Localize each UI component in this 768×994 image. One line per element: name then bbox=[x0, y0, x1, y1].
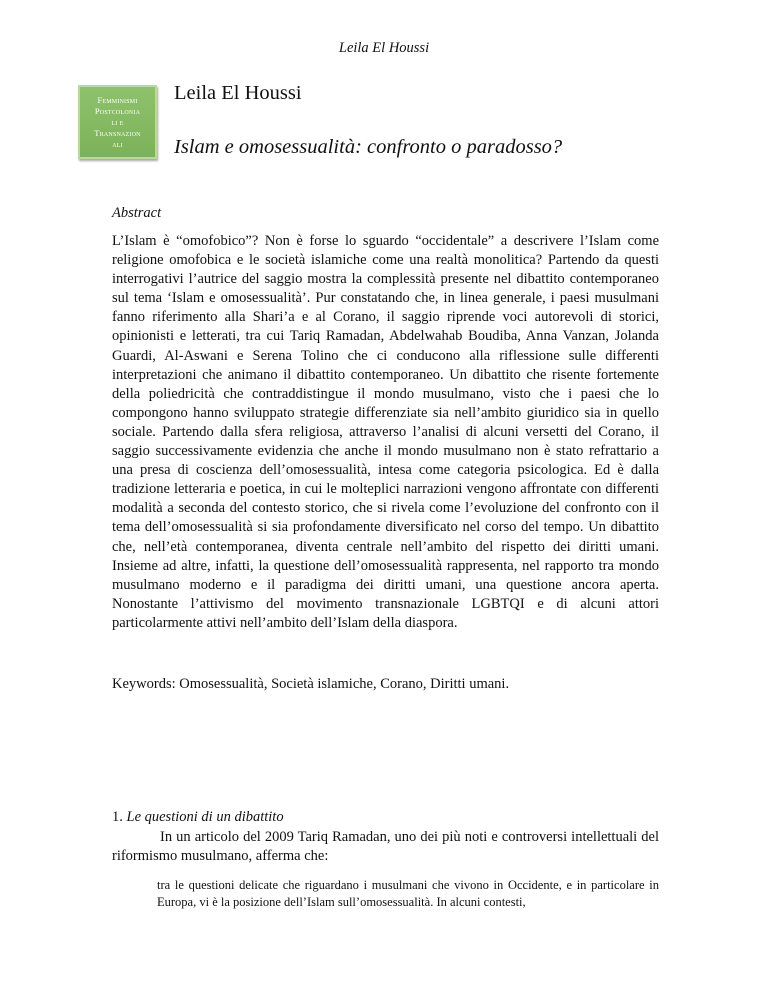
keywords: Keywords: Omosessualità, Società islamiche, Corano, Diritti umani. bbox=[112, 676, 510, 692]
section-number: 1. bbox=[112, 809, 127, 825]
badge-line: Transnazion bbox=[94, 127, 141, 138]
section-title: Le questioni di un dibattito bbox=[126, 809, 284, 825]
author-name: Leila El Houssi bbox=[174, 82, 302, 104]
badge-line: ali bbox=[112, 138, 123, 149]
abstract-heading: Abstract bbox=[112, 205, 162, 221]
paper-title: Islam e omosessualità: confronto o paradosso? bbox=[174, 136, 563, 158]
abstract-text: L’Islam è “omofobico”? Non è forse lo sguardo “occidentale” a descrivere l’Islam come religione omofobica e le società islamiche come una realtà monolitica? Partendo da questi interrogativi l’autrice del saggio mostra la complessità presente nel dibattito contemporaneo sul tema ‘Islam e omosessualità’. Pur constatando che, in linea generale, i paesi musulmani fanno riferimento alla Shari’a e al Corano, il saggio riprende voci autorevoli di storici, opinionisti e letterati, tra cui Tariq Ramadan, Abdelwahab Boudiba, Anna Vanzan, Jolanda Guardi, Al-Aswani e Serena Tolino che ci conducono alla riflessione sulle differenti interpretazioni che animano il dibattito contemporaneo. Un dibattito che risente fortemente della poliedricità che contraddistingue il mondo musulmano, visto che i paesi che lo compongono hanno sviluppato strategie differenziate sia nell’ambito giuridico sia in quello sociale. Partendo dalla sfera religiosa, attraverso l’analisi di alcuni versetti del Corano, il saggio successivamente evidenzia che anche il mondo musulmano non è stato refrattario a una presa di coscienza dell’omosessualità, intesa come categoria psicologica. Ed è dalla tradizione letteraria e poetica, in cui le molteplici narrazioni vengono affrontate con differenti modalità a seconda del contesto storico, che si rivela come l’evoluzione del confronto con il tema dell’omosessualità si sia profondamente diversificato nel corso del tempo. Un dibattito che, nell’età contemporanea, diventa centrale nell’ambito del rispetto dei diritti umani. Insieme ad altre, infatti, la questione dell’omosessualità rappresenta, nel rapporto tra mondo musulmano moderno e il paradigma dei diritti umani, una questione ancora aperta. Nonostante l’attivismo del movimento transnazionale LGBTQI e di alcuni attori particolarmente attivi nell’ambito dell’Islam della diaspora. bbox=[112, 233, 659, 631]
section-heading bbox=[112, 809, 284, 826]
block-quote: tra le questioni delicate che riguardano i musulmani che vivono in Occidente, e in particolare in Europa, vi è la posizione dell’Islam sull’omosessualità. In alcuni contesti, bbox=[157, 878, 659, 910]
badge-line: Femminismi bbox=[97, 94, 138, 105]
section-paragraph: In un articolo del 2009 Tariq Ramadan, uno dei più noti e controversi intellettuali del riformismo musulmano, afferma che: bbox=[112, 829, 659, 865]
running-header: Leila El Houssi bbox=[338, 40, 430, 56]
badge-line: li e bbox=[111, 116, 124, 127]
series-badge bbox=[78, 85, 157, 159]
badge-line: Postcolonia bbox=[94, 105, 141, 116]
